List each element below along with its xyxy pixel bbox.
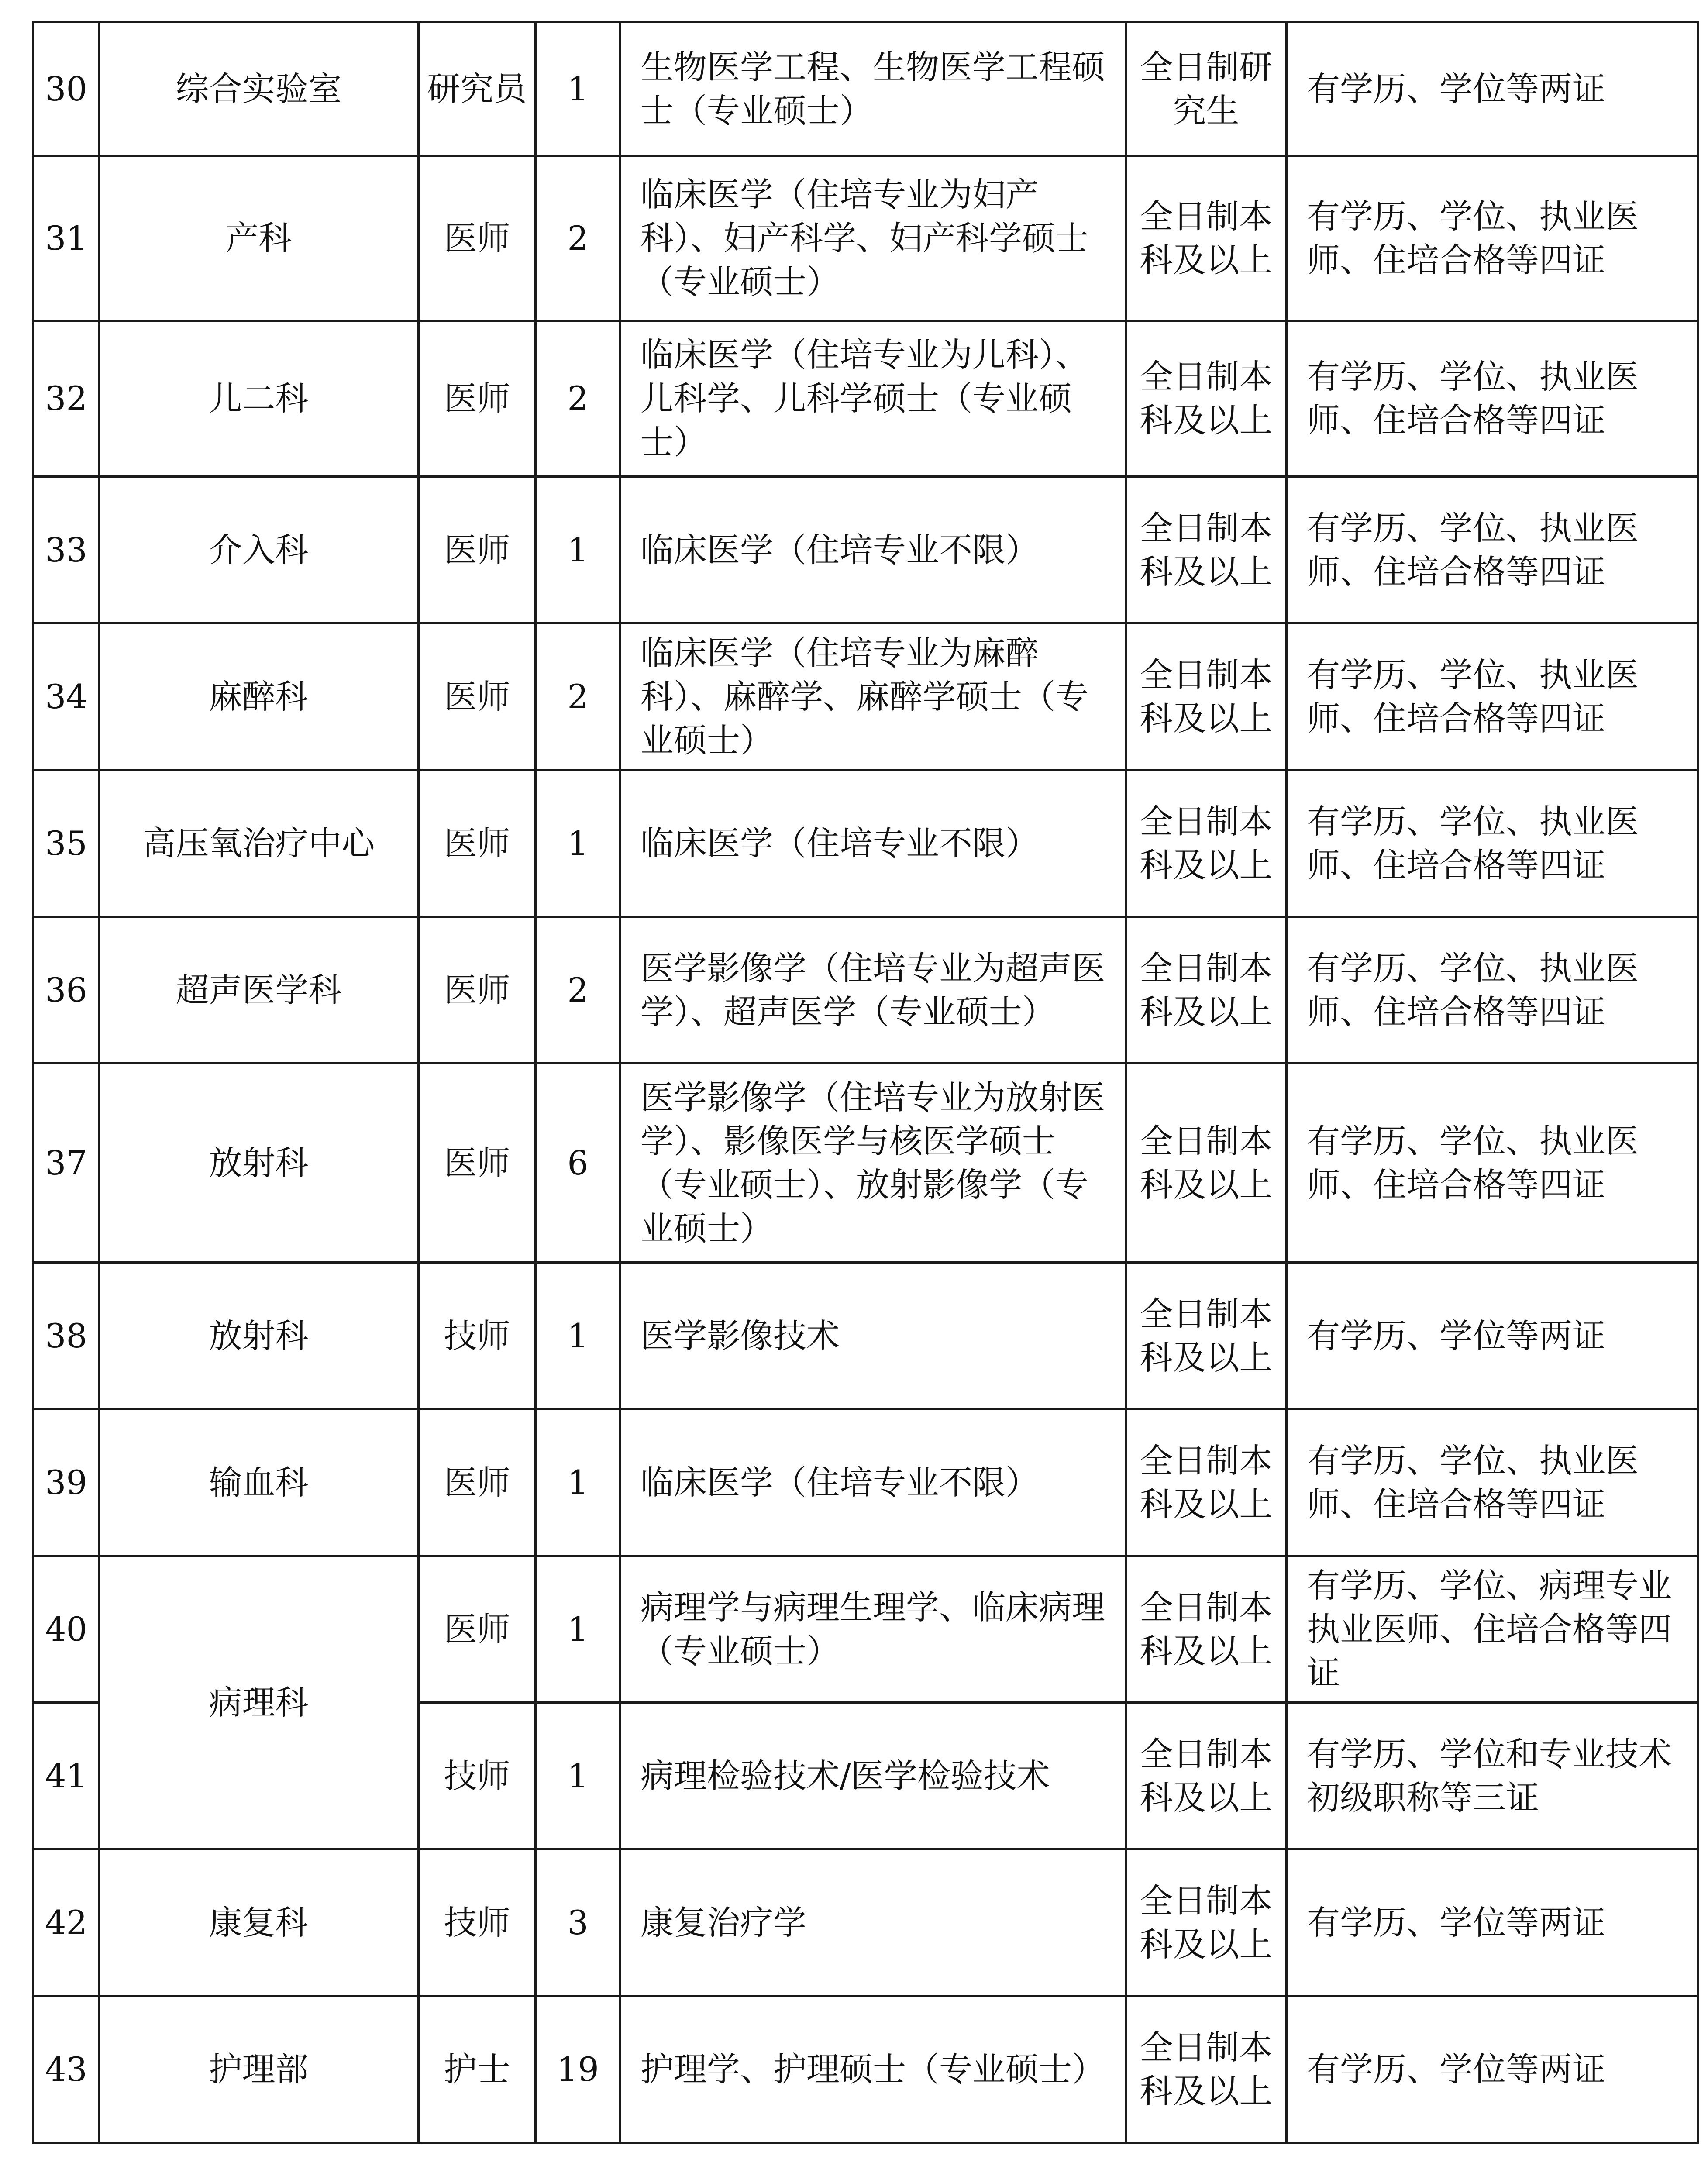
position: 研究员	[419, 22, 536, 156]
major-requirement: 临床医学（住培专业为麻醉科）、麻醉学、麻醉学硕士（专业硕士）	[620, 623, 1126, 770]
headcount: 3	[536, 1849, 620, 1996]
row-number: 32	[34, 321, 99, 477]
education-requirement: 全日制本科及以上	[1126, 1064, 1287, 1263]
headcount: 19	[536, 1996, 620, 2143]
table-row	[34, 1996, 1698, 2143]
education-requirement: 全日制本科及以上	[1126, 917, 1287, 1064]
major-requirement: 临床医学（住培专业不限）	[620, 770, 1126, 917]
position: 医师	[419, 917, 536, 1064]
row-number: 36	[34, 917, 99, 1064]
education-requirement: 全日制本科及以上	[1126, 1849, 1287, 1996]
major-requirement: 临床医学（住培专业为儿科）、儿科学、儿科学硕士（专业硕士）	[620, 321, 1126, 477]
other-requirement: 有学历、学位、执业医师、住培合格等四证	[1287, 917, 1698, 1064]
department: 产科	[99, 156, 419, 321]
major-requirement: 生物医学工程、生物医学工程硕士（专业硕士）	[620, 22, 1126, 156]
major-requirement: 护理学、护理硕士（专业硕士）	[620, 1996, 1126, 2143]
table-row	[34, 1064, 1698, 1263]
headcount: 6	[536, 1064, 620, 1263]
major-requirement: 医学影像学（住培专业为超声医学）、超声医学（专业硕士）	[620, 917, 1126, 1064]
other-requirement: 有学历、学位、执业医师、住培合格等四证	[1287, 1064, 1698, 1263]
other-requirement: 有学历、学位等两证	[1287, 1849, 1698, 1996]
position: 护士	[419, 1996, 536, 2143]
position: 医师	[419, 321, 536, 477]
education-requirement: 全日制本科及以上	[1126, 1409, 1287, 1556]
education-requirement: 全日制本科及以上	[1126, 623, 1287, 770]
row-number: 33	[34, 477, 99, 623]
headcount: 2	[536, 917, 620, 1064]
table-row	[34, 1849, 1698, 1996]
row-number: 40	[34, 1556, 99, 1703]
headcount: 2	[536, 156, 620, 321]
education-requirement: 全日制本科及以上	[1126, 1996, 1287, 2143]
headcount: 1	[536, 770, 620, 917]
major-requirement: 康复治疗学	[620, 1849, 1126, 1996]
row-number: 43	[34, 1996, 99, 2143]
other-requirement: 有学历、学位、病理专业执业医师、住培合格等四证	[1287, 1556, 1698, 1703]
department: 病理科	[99, 1556, 419, 1849]
table-row	[34, 1556, 1698, 1703]
row-number: 34	[34, 623, 99, 770]
position: 医师	[419, 1409, 536, 1556]
position: 医师	[419, 1556, 536, 1703]
headcount: 1	[536, 1703, 620, 1849]
major-requirement: 临床医学（住培专业不限）	[620, 477, 1126, 623]
other-requirement: 有学历、学位等两证	[1287, 1996, 1698, 2143]
table-row	[34, 1263, 1698, 1409]
table-row	[34, 22, 1698, 156]
row-number: 30	[34, 22, 99, 156]
headcount: 1	[536, 1409, 620, 1556]
headcount: 1	[536, 22, 620, 156]
table-row	[34, 770, 1698, 917]
department: 超声医学科	[99, 917, 419, 1064]
row-number: 37	[34, 1064, 99, 1263]
headcount: 1	[536, 1556, 620, 1703]
row-number: 41	[34, 1703, 99, 1849]
table-row	[34, 477, 1698, 623]
education-requirement: 全日制本科及以上	[1126, 1703, 1287, 1849]
department: 儿二科	[99, 321, 419, 477]
department: 高压氧治疗中心	[99, 770, 419, 917]
row-number: 42	[34, 1849, 99, 1996]
other-requirement: 有学历、学位、执业医师、住培合格等四证	[1287, 770, 1698, 917]
table-row	[34, 156, 1698, 321]
other-requirement: 有学历、学位和专业技术初级职称等三证	[1287, 1703, 1698, 1849]
major-requirement: 临床医学（住培专业不限）	[620, 1409, 1126, 1556]
position: 医师	[419, 477, 536, 623]
headcount: 2	[536, 321, 620, 477]
other-requirement: 有学历、学位等两证	[1287, 1263, 1698, 1409]
education-requirement: 全日制本科及以上	[1126, 1263, 1287, 1409]
education-requirement: 全日制本科及以上	[1126, 321, 1287, 477]
table-row	[34, 917, 1698, 1064]
department: 放射科	[99, 1263, 419, 1409]
education-requirement: 全日制本科及以上	[1126, 156, 1287, 321]
row-number: 39	[34, 1409, 99, 1556]
position: 医师	[419, 770, 536, 917]
headcount: 1	[536, 1263, 620, 1409]
education-requirement: 全日制本科及以上	[1126, 1556, 1287, 1703]
position: 医师	[419, 623, 536, 770]
major-requirement: 病理检验技术/医学检验技术	[620, 1703, 1126, 1849]
headcount: 1	[536, 477, 620, 623]
major-requirement: 病理学与病理生理学、临床病理（专业硕士）	[620, 1556, 1126, 1703]
other-requirement: 有学历、学位、执业医师、住培合格等四证	[1287, 156, 1698, 321]
other-requirement: 有学历、学位、执业医师、住培合格等四证	[1287, 477, 1698, 623]
table-row	[34, 623, 1698, 770]
other-requirement: 有学历、学位、执业医师、住培合格等四证	[1287, 623, 1698, 770]
headcount: 2	[536, 623, 620, 770]
row-number: 31	[34, 156, 99, 321]
table-row	[34, 1409, 1698, 1556]
position: 技师	[419, 1849, 536, 1996]
department: 输血科	[99, 1409, 419, 1556]
position: 医师	[419, 156, 536, 321]
recruitment-table	[32, 21, 1699, 2144]
row-number: 35	[34, 770, 99, 917]
position: 医师	[419, 1064, 536, 1263]
education-requirement: 全日制本科及以上	[1126, 770, 1287, 917]
education-requirement: 全日制研究生	[1126, 22, 1287, 156]
table-row	[34, 321, 1698, 477]
position: 技师	[419, 1703, 536, 1849]
position: 技师	[419, 1263, 536, 1409]
major-requirement: 医学影像技术	[620, 1263, 1126, 1409]
department: 放射科	[99, 1064, 419, 1263]
row-number: 38	[34, 1263, 99, 1409]
department: 介入科	[99, 477, 419, 623]
department: 护理部	[99, 1996, 419, 2143]
department: 综合实验室	[99, 22, 419, 156]
major-requirement: 医学影像学（住培专业为放射医学）、影像医学与核医学硕士（专业硕士）、放射影像学（专业硕士）	[620, 1064, 1126, 1263]
other-requirement: 有学历、学位等两证	[1287, 22, 1698, 156]
department: 康复科	[99, 1849, 419, 1996]
other-requirement: 有学历、学位、执业医师、住培合格等四证	[1287, 1409, 1698, 1556]
department: 麻醉科	[99, 623, 419, 770]
other-requirement: 有学历、学位、执业医师、住培合格等四证	[1287, 321, 1698, 477]
major-requirement: 临床医学（住培专业为妇产科）、妇产科学、妇产科学硕士（专业硕士）	[620, 156, 1126, 321]
education-requirement: 全日制本科及以上	[1126, 477, 1287, 623]
